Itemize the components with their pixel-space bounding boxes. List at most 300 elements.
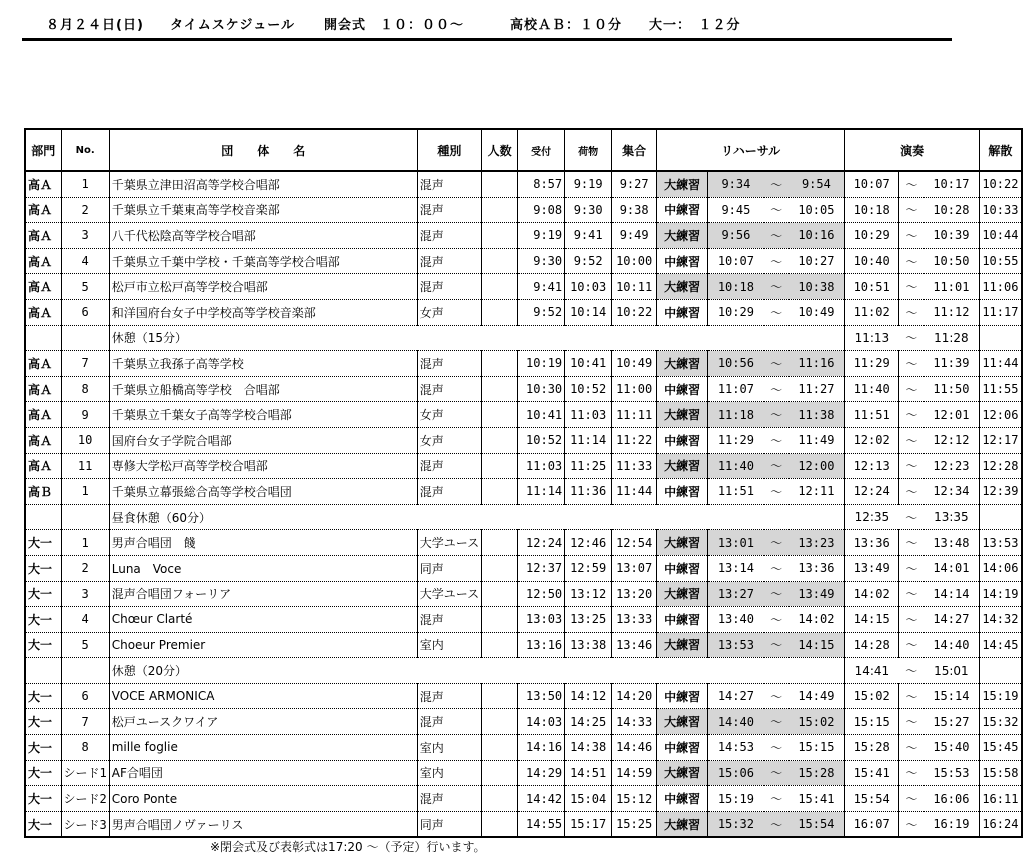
dismiss-time: 10:22	[980, 171, 1022, 197]
rehearsal-start: 11:40	[708, 453, 764, 479]
footnote: ※閉会式及び表彰式は17:20 ～（予定）行います。	[210, 840, 486, 854]
performance-end: 10:50	[924, 248, 980, 274]
table-row	[25, 427, 1022, 453]
table-row	[25, 607, 1022, 633]
group-name: 男声合唱団ノヴァーリス	[109, 811, 417, 837]
reception-time: 9:08	[518, 197, 565, 223]
header-rule	[22, 38, 952, 41]
rehearsal-type: 大練習	[657, 402, 708, 428]
luggage-time: 11:36	[565, 479, 612, 505]
performance-start: 11:40	[845, 376, 899, 402]
header-opening: 開会式 １０：００～	[324, 18, 465, 33]
type-cell: 同声	[417, 555, 481, 581]
tilde: ～	[899, 171, 924, 197]
no-cell: 8	[61, 376, 109, 402]
assembly-time: 13:07	[612, 555, 657, 581]
rehearsal-type: 中練習	[657, 299, 708, 325]
luggage-time: 15:04	[565, 786, 612, 812]
luggage-time: 9:41	[565, 223, 612, 249]
table-row	[25, 479, 1022, 505]
no-cell: 4	[61, 248, 109, 274]
table-row	[25, 683, 1022, 709]
reception-time: 14:55	[518, 811, 565, 837]
rehearsal-start: 15:32	[708, 811, 764, 837]
luggage-time: 12:59	[565, 555, 612, 581]
performance-start: 14:02	[845, 581, 899, 607]
performance-start: 15:02	[845, 683, 899, 709]
performance-start: 13:49	[845, 555, 899, 581]
group-name: 千葉県立千葉女子高等学校合唱部	[109, 402, 417, 428]
assembly-time: 13:33	[612, 607, 657, 633]
tilde: ～	[764, 376, 789, 402]
assembly-time: 15:25	[612, 811, 657, 837]
type-cell: 大学ユース	[417, 530, 481, 556]
tilde: ～	[899, 351, 924, 377]
dismiss-time: 14:45	[980, 632, 1022, 658]
luggage-time: 14:25	[565, 709, 612, 735]
reception-time: 14:03	[518, 709, 565, 735]
no-cell: シード2	[61, 786, 109, 812]
performance-end: 15:14	[924, 683, 980, 709]
type-cell: 混声	[417, 376, 481, 402]
rehearsal-type: 大練習	[657, 581, 708, 607]
table-row	[25, 709, 1022, 735]
col-name: 団 体 名	[109, 129, 417, 171]
performance-start: 10:18	[845, 197, 899, 223]
luggage-time: 11:25	[565, 453, 612, 479]
reception-time: 14:16	[518, 735, 565, 761]
type-cell: 混声	[417, 683, 481, 709]
count-cell	[482, 786, 518, 812]
dept-cell: 高Ｂ	[25, 479, 61, 505]
tilde: ～	[764, 479, 789, 505]
tilde: ～	[764, 299, 789, 325]
tilde: ～	[764, 530, 789, 556]
performance-end: 10:28	[924, 197, 980, 223]
tilde: ～	[764, 709, 789, 735]
rehearsal-end: 14:15	[789, 632, 845, 658]
tilde: ～	[899, 632, 924, 658]
tilde: ～	[899, 709, 924, 735]
rehearsal-end: 12:00	[789, 453, 845, 479]
tilde: ～	[899, 325, 924, 351]
dismiss-time: 11:06	[980, 274, 1022, 300]
assembly-time: 12:54	[612, 530, 657, 556]
dismiss-time: 14:19	[980, 581, 1022, 607]
rehearsal-start: 9:45	[708, 197, 764, 223]
col-dept: 部門	[25, 129, 61, 171]
reception-time: 13:50	[518, 683, 565, 709]
no-cell: 5	[61, 274, 109, 300]
type-cell: 女声	[417, 299, 481, 325]
tilde: ～	[764, 223, 789, 249]
dismiss-cell	[980, 504, 1022, 530]
group-name: 千葉県立千葉東高等学校音楽部	[109, 197, 417, 223]
dept-cell	[25, 658, 61, 684]
break-label: 休憩（15分）	[109, 325, 844, 351]
count-cell	[482, 171, 518, 197]
performance-start: 15:28	[845, 735, 899, 761]
rehearsal-end: 11:27	[789, 376, 845, 402]
dept-cell: 大一	[25, 632, 61, 658]
table-row	[25, 299, 1022, 325]
rehearsal-end: 14:02	[789, 607, 845, 633]
tilde: ～	[764, 811, 789, 837]
tilde: ～	[899, 248, 924, 274]
rehearsal-type: 中練習	[657, 607, 708, 633]
type-cell: 混声	[417, 453, 481, 479]
rehearsal-start: 13:14	[708, 555, 764, 581]
performance-end: 16:19	[924, 811, 980, 837]
no-cell: 1	[61, 530, 109, 556]
performance-end: 11:39	[924, 351, 980, 377]
rehearsal-end: 10:05	[789, 197, 845, 223]
performance-end: 14:14	[924, 581, 980, 607]
table-row	[25, 786, 1022, 812]
dismiss-time: 10:44	[980, 223, 1022, 249]
luggage-time: 10:52	[565, 376, 612, 402]
assembly-time: 11:00	[612, 376, 657, 402]
performance-end: 11:12	[924, 299, 980, 325]
assembly-time: 14:59	[612, 760, 657, 786]
col-luggage: 荷物	[565, 129, 612, 171]
dismiss-time: 15:19	[980, 683, 1022, 709]
group-name: 国府台女子学院合唱部	[109, 427, 417, 453]
count-cell	[482, 376, 518, 402]
dept-cell: 高Ａ	[25, 351, 61, 377]
performance-start: 11:51	[845, 402, 899, 428]
break-start: 12:35	[845, 504, 899, 530]
rehearsal-type: 中練習	[657, 248, 708, 274]
luggage-time: 12:46	[565, 530, 612, 556]
rehearsal-end: 15:02	[789, 709, 845, 735]
assembly-time: 9:38	[612, 197, 657, 223]
rehearsal-end: 15:41	[789, 786, 845, 812]
group-name: 混声合唱団フォーリア	[109, 581, 417, 607]
assembly-time: 10:11	[612, 274, 657, 300]
group-name: VOCE ARMONICA	[109, 683, 417, 709]
no-cell: 2	[61, 197, 109, 223]
performance-start: 10:40	[845, 248, 899, 274]
rehearsal-start: 10:56	[708, 351, 764, 377]
no-cell: 8	[61, 735, 109, 761]
type-cell: 混声	[417, 351, 481, 377]
dismiss-time: 10:55	[980, 248, 1022, 274]
assembly-time: 11:33	[612, 453, 657, 479]
no-cell: 6	[61, 299, 109, 325]
rehearsal-type: 大練習	[657, 709, 708, 735]
rehearsal-start: 10:29	[708, 299, 764, 325]
table-row	[25, 632, 1022, 658]
tilde: ～	[764, 683, 789, 709]
tilde: ～	[899, 735, 924, 761]
count-cell	[482, 683, 518, 709]
table-row	[25, 402, 1022, 428]
dismiss-time: 14:32	[980, 607, 1022, 633]
tilde: ～	[764, 351, 789, 377]
rehearsal-type: 大練習	[657, 530, 708, 556]
reception-time: 9:19	[518, 223, 565, 249]
col-reception: 受付	[518, 129, 565, 171]
no-cell	[61, 504, 109, 530]
performance-start: 15:15	[845, 709, 899, 735]
group-name: 八千代松陰高等学校合唱部	[109, 223, 417, 249]
dept-cell: 高Ａ	[25, 274, 61, 300]
type-cell: 混声	[417, 197, 481, 223]
dismiss-time: 15:45	[980, 735, 1022, 761]
reception-time: 14:42	[518, 786, 565, 812]
count-cell	[482, 248, 518, 274]
dismiss-time: 12:28	[980, 453, 1022, 479]
count-cell	[482, 299, 518, 325]
luggage-time: 13:12	[565, 581, 612, 607]
group-name: 男声合唱団 餞	[109, 530, 417, 556]
no-cell: 9	[61, 402, 109, 428]
col-type: 種別	[417, 129, 481, 171]
type-cell: 混声	[417, 248, 481, 274]
dept-cell: 大一	[25, 811, 61, 837]
rehearsal-end: 10:49	[789, 299, 845, 325]
assembly-time: 10:22	[612, 299, 657, 325]
rehearsal-end: 11:38	[789, 402, 845, 428]
type-cell: 同声	[417, 811, 481, 837]
rehearsal-start: 11:51	[708, 479, 764, 505]
tilde: ～	[764, 760, 789, 786]
reception-time: 9:52	[518, 299, 565, 325]
assembly-time: 9:27	[612, 171, 657, 197]
no-cell: 7	[61, 351, 109, 377]
count-cell	[482, 479, 518, 505]
no-cell: 7	[61, 709, 109, 735]
luggage-time: 14:38	[565, 735, 612, 761]
table-row	[25, 197, 1022, 223]
tilde: ～	[764, 402, 789, 428]
tilde: ～	[899, 786, 924, 812]
assembly-time: 9:49	[612, 223, 657, 249]
col-count: 人数	[482, 129, 518, 171]
rehearsal-type: 中練習	[657, 735, 708, 761]
break-row	[25, 504, 1022, 530]
performance-start: 15:54	[845, 786, 899, 812]
count-cell	[482, 223, 518, 249]
count-cell	[482, 453, 518, 479]
type-cell: 女声	[417, 402, 481, 428]
assembly-time: 13:46	[612, 632, 657, 658]
tilde: ～	[899, 376, 924, 402]
tilde: ～	[899, 274, 924, 300]
tilde: ～	[899, 530, 924, 556]
dept-cell: 大一	[25, 735, 61, 761]
schedule-table	[24, 128, 1023, 838]
rehearsal-start: 13:40	[708, 607, 764, 633]
group-name: 千葉県立幕張総合高等学校合唱団	[109, 479, 417, 505]
rehearsal-end: 13:23	[789, 530, 845, 556]
tilde: ～	[764, 555, 789, 581]
tilde: ～	[764, 632, 789, 658]
tilde: ～	[899, 479, 924, 505]
assembly-time: 10:00	[612, 248, 657, 274]
rehearsal-end: 9:54	[789, 171, 845, 197]
reception-time: 11:03	[518, 453, 565, 479]
rehearsal-end: 15:15	[789, 735, 845, 761]
performance-end: 14:01	[924, 555, 980, 581]
count-cell	[482, 427, 518, 453]
tilde: ～	[899, 299, 924, 325]
dismiss-time: 12:17	[980, 427, 1022, 453]
performance-end: 10:17	[924, 171, 980, 197]
rehearsal-start: 14:40	[708, 709, 764, 735]
dept-cell: 高Ａ	[25, 197, 61, 223]
rehearsal-start: 15:06	[708, 760, 764, 786]
type-cell: 混声	[417, 223, 481, 249]
performance-start: 12:24	[845, 479, 899, 505]
dismiss-time: 11:44	[980, 351, 1022, 377]
dismiss-cell	[980, 658, 1022, 684]
dept-cell: 大一	[25, 581, 61, 607]
group-name: 和洋国府台女子中学校高等学校音楽部	[109, 299, 417, 325]
rehearsal-type: 大練習	[657, 274, 708, 300]
rehearsal-type: 中練習	[657, 427, 708, 453]
reception-time: 9:30	[518, 248, 565, 274]
performance-end: 16:06	[924, 786, 980, 812]
rehearsal-start: 9:34	[708, 171, 764, 197]
table-row	[25, 760, 1022, 786]
luggage-time: 11:03	[565, 402, 612, 428]
reception-time: 12:50	[518, 581, 565, 607]
performance-start: 10:51	[845, 274, 899, 300]
rehearsal-end: 13:36	[789, 555, 845, 581]
performance-end: 15:40	[924, 735, 980, 761]
dismiss-cell	[980, 325, 1022, 351]
rehearsal-type: 大練習	[657, 760, 708, 786]
count-cell	[482, 632, 518, 658]
header-date: ８月２４日(日)	[46, 18, 144, 33]
performance-start: 14:28	[845, 632, 899, 658]
type-cell: 女声	[417, 427, 481, 453]
luggage-time: 14:12	[565, 683, 612, 709]
performance-end: 15:27	[924, 709, 980, 735]
type-cell: 室内	[417, 735, 481, 761]
no-cell: 3	[61, 223, 109, 249]
tilde: ～	[899, 197, 924, 223]
luggage-time: 10:14	[565, 299, 612, 325]
rehearsal-type: 大練習	[657, 632, 708, 658]
reception-time: 8:57	[518, 171, 565, 197]
no-cell: 5	[61, 632, 109, 658]
performance-start: 12:13	[845, 453, 899, 479]
performance-end: 12:01	[924, 402, 980, 428]
no-cell	[61, 658, 109, 684]
dismiss-time: 12:39	[980, 479, 1022, 505]
performance-start: 10:29	[845, 223, 899, 249]
assembly-time: 11:44	[612, 479, 657, 505]
tilde: ～	[764, 274, 789, 300]
rehearsal-start: 11:18	[708, 402, 764, 428]
dept-cell: 大一	[25, 530, 61, 556]
tilde: ～	[899, 504, 924, 530]
group-name: 千葉県立千葉中学校・千葉高等学校合唱部	[109, 248, 417, 274]
dept-cell: 高Ａ	[25, 171, 61, 197]
rehearsal-type: 中練習	[657, 555, 708, 581]
tilde: ～	[764, 427, 789, 453]
reception-time: 10:52	[518, 427, 565, 453]
dept-cell	[25, 325, 61, 351]
break-label: 休憩（20分）	[109, 658, 844, 684]
count-cell	[482, 735, 518, 761]
luggage-time: 13:25	[565, 607, 612, 633]
luggage-time: 10:03	[565, 274, 612, 300]
count-cell	[482, 607, 518, 633]
dismiss-time: 11:17	[980, 299, 1022, 325]
header-daiichi-duration: 大一： １２分	[649, 18, 741, 33]
table-row	[25, 274, 1022, 300]
rehearsal-end: 10:38	[789, 274, 845, 300]
dept-cell: 大一	[25, 683, 61, 709]
rehearsal-end: 11:49	[789, 427, 845, 453]
rehearsal-type: 中練習	[657, 683, 708, 709]
dismiss-time: 11:55	[980, 376, 1022, 402]
rehearsal-start: 10:07	[708, 248, 764, 274]
tilde: ～	[764, 735, 789, 761]
rehearsal-end: 10:16	[789, 223, 845, 249]
col-no: No.	[61, 129, 109, 171]
header-title: タイムスケジュール	[170, 18, 295, 33]
tilde: ～	[764, 248, 789, 274]
table-row	[25, 351, 1022, 377]
tilde: ～	[899, 223, 924, 249]
dismiss-time: 16:24	[980, 811, 1022, 837]
performance-start: 12:02	[845, 427, 899, 453]
col-dismiss: 解散	[980, 129, 1022, 171]
table-row	[25, 376, 1022, 402]
dismiss-time: 13:53	[980, 530, 1022, 556]
rehearsal-end: 14:49	[789, 683, 845, 709]
tilde: ～	[899, 402, 924, 428]
count-cell	[482, 760, 518, 786]
rehearsal-start: 11:07	[708, 376, 764, 402]
break-end: 15:01	[924, 658, 980, 684]
tilde: ～	[899, 453, 924, 479]
table-row	[25, 811, 1022, 837]
rehearsal-start: 11:29	[708, 427, 764, 453]
header-koko-duration: 高校ＡＢ：１０分	[510, 18, 623, 33]
no-cell: 2	[61, 555, 109, 581]
count-cell	[482, 811, 518, 837]
reception-time: 10:30	[518, 376, 565, 402]
table-row	[25, 248, 1022, 274]
dept-cell: 高Ａ	[25, 453, 61, 479]
break-start: 11:13	[845, 325, 899, 351]
performance-end: 11:50	[924, 376, 980, 402]
dismiss-time: 10:33	[980, 197, 1022, 223]
performance-start: 14:15	[845, 607, 899, 633]
rehearsal-start: 10:18	[708, 274, 764, 300]
no-cell: シード1	[61, 760, 109, 786]
no-cell: 1	[61, 171, 109, 197]
assembly-time: 11:11	[612, 402, 657, 428]
type-cell: 室内	[417, 760, 481, 786]
count-cell	[482, 197, 518, 223]
break-label: 昼食休憩（60分）	[109, 504, 844, 530]
table-row	[25, 171, 1022, 197]
count-cell	[482, 351, 518, 377]
table-row	[25, 581, 1022, 607]
rehearsal-type: 大練習	[657, 223, 708, 249]
reception-time: 10:19	[518, 351, 565, 377]
rehearsal-end: 13:49	[789, 581, 845, 607]
break-end: 13:35	[924, 504, 980, 530]
assembly-time: 14:33	[612, 709, 657, 735]
